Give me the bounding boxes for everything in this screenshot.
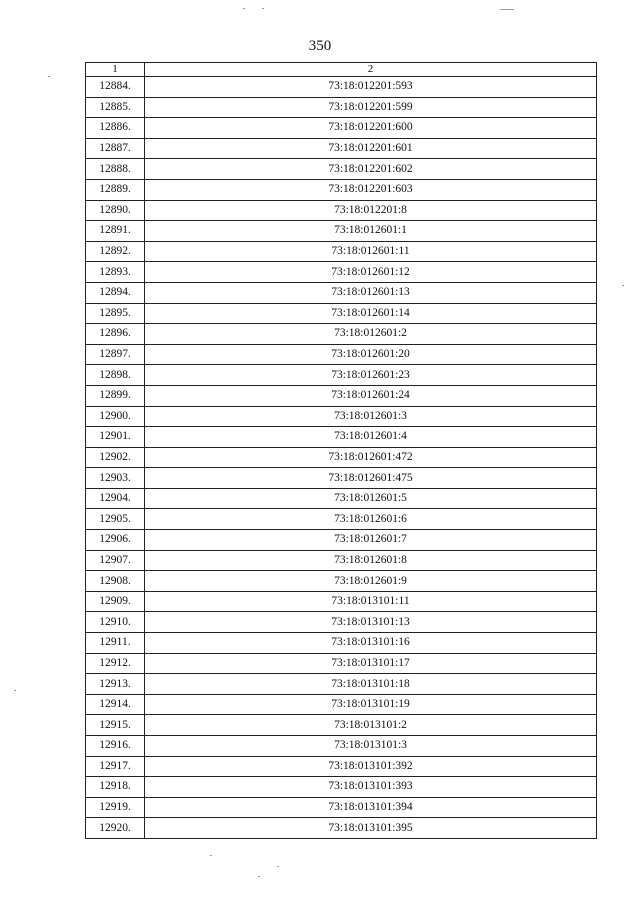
cadastral-number-cell: 73:18:012601:23 [145, 365, 597, 386]
row-index-cell: 12891. [86, 221, 145, 242]
table-row [86, 488, 597, 509]
cadastral-number-cell: 73:18:012601:3 [145, 406, 597, 427]
cadastral-number-cell: 73:18:012601:5 [145, 488, 597, 509]
row-index-cell: 12884. [86, 77, 145, 98]
row-index-cell: 12908. [86, 571, 145, 592]
scan-speck [500, 9, 514, 10]
cadastral-number-cell: 73:18:012601:472 [145, 447, 597, 468]
table-row [86, 694, 597, 715]
row-index-cell: 12911. [86, 633, 145, 654]
row-index-cell: 12895. [86, 303, 145, 324]
row-index-cell: 12897. [86, 344, 145, 365]
cadastral-number-cell: 73:18:012201:601 [145, 138, 597, 159]
scan-speck [14, 690, 16, 691]
table-row [86, 756, 597, 777]
scan-speck [277, 866, 279, 867]
table-row [86, 736, 597, 757]
cadastral-number-cell: 73:18:013101:393 [145, 777, 597, 798]
row-index-cell: 12889. [86, 179, 145, 200]
page-number: 350 [308, 38, 332, 54]
table-row [86, 406, 597, 427]
cadastral-number-cell: 73:18:012601:9 [145, 571, 597, 592]
cadastral-number-cell: 73:18:013101:11 [145, 591, 597, 612]
table-row [86, 221, 597, 242]
row-index-cell: 12910. [86, 612, 145, 633]
cadastral-number-cell: 73:18:012201:603 [145, 179, 597, 200]
cadastral-number-cell: 73:18:012201:593 [145, 77, 597, 98]
cadastral-number-cell: 73:18:012601:24 [145, 385, 597, 406]
table-row [86, 365, 597, 386]
table-row [86, 447, 597, 468]
cadastral-number-cell: 73:18:013101:17 [145, 653, 597, 674]
header-row [86, 63, 597, 77]
table-row [86, 530, 597, 551]
table-row [86, 262, 597, 283]
table-row [86, 633, 597, 654]
cadastral-number-cell: 73:18:013101:392 [145, 756, 597, 777]
table-row [86, 138, 597, 159]
cadastral-number-cell: 73:18:013101:18 [145, 674, 597, 695]
row-index-cell: 12918. [86, 777, 145, 798]
row-index-cell: 12914. [86, 694, 145, 715]
cadastral-number-cell: 73:18:012201:602 [145, 159, 597, 180]
row-index-cell: 12890. [86, 200, 145, 221]
cadastral-number-cell: 73:18:013101:2 [145, 715, 597, 736]
row-index-cell: 12901. [86, 427, 145, 448]
table-row [86, 818, 597, 839]
row-index-cell: 12916. [86, 736, 145, 757]
row-index-cell: 12887. [86, 138, 145, 159]
column-header-1: 1 [86, 63, 145, 77]
table-row [86, 385, 597, 406]
cadastral-number-cell: 73:18:012601:8 [145, 550, 597, 571]
row-index-cell: 12907. [86, 550, 145, 571]
cadastral-number-cell: 73:18:012601:20 [145, 344, 597, 365]
table-row [86, 571, 597, 592]
table-row [86, 200, 597, 221]
table-row [86, 303, 597, 324]
cadastral-number-cell: 73:18:012601:7 [145, 530, 597, 551]
cadastral-number-cell: 73:18:012601:13 [145, 282, 597, 303]
table-row [86, 179, 597, 200]
row-index-cell: 12886. [86, 118, 145, 139]
row-index-cell: 12905. [86, 509, 145, 530]
row-index-cell: 12915. [86, 715, 145, 736]
cadastral-number-cell: 73:18:013101:3 [145, 736, 597, 757]
scan-speck [262, 8, 264, 9]
table-row [86, 324, 597, 345]
cadastral-number-cell: 73:18:012601:12 [145, 262, 597, 283]
cadastral-number-cell: 73:18:013101:394 [145, 797, 597, 818]
cadastral-number-cell: 73:18:013101:16 [145, 633, 597, 654]
table-row [86, 509, 597, 530]
cadastral-number-cell: 73:18:012201:599 [145, 97, 597, 118]
row-index-cell: 12902. [86, 447, 145, 468]
cadastral-number-cell: 73:18:012601:475 [145, 468, 597, 489]
row-index-cell: 12900. [86, 406, 145, 427]
row-index-cell: 12917. [86, 756, 145, 777]
table-row [86, 550, 597, 571]
row-index-cell: 12913. [86, 674, 145, 695]
column-header-2: 2 [145, 63, 597, 77]
cadastral-number-cell: 73:18:012601:4 [145, 427, 597, 448]
row-index-cell: 12896. [86, 324, 145, 345]
table-row [86, 118, 597, 139]
scan-speck [48, 76, 50, 77]
table-row [86, 653, 597, 674]
table-row [86, 715, 597, 736]
row-index-cell: 12893. [86, 262, 145, 283]
cadastral-number-cell: 73:18:012601:14 [145, 303, 597, 324]
cadastral-number-cell: 73:18:012201:600 [145, 118, 597, 139]
row-index-cell: 12888. [86, 159, 145, 180]
scan-speck [243, 8, 245, 9]
cadastral-number-cell: 73:18:013101:395 [145, 818, 597, 839]
table-row [86, 344, 597, 365]
table-row [86, 777, 597, 798]
table-row [86, 159, 597, 180]
scan-speck [622, 285, 624, 286]
table-row [86, 427, 597, 448]
table-row [86, 241, 597, 262]
cadastral-number-cell: 73:18:012601:11 [145, 241, 597, 262]
scan-speck [210, 855, 212, 856]
row-index-cell: 12892. [86, 241, 145, 262]
table-row [86, 97, 597, 118]
row-index-cell: 12906. [86, 530, 145, 551]
cadastral-number-cell: 73:18:013101:13 [145, 612, 597, 633]
cadastral-number-cell: 73:18:013101:19 [145, 694, 597, 715]
records-table [85, 62, 597, 839]
row-index-cell: 12885. [86, 97, 145, 118]
cadastral-number-cell: 73:18:012601:1 [145, 221, 597, 242]
table-row [86, 282, 597, 303]
row-index-cell: 12898. [86, 365, 145, 386]
table-row [86, 468, 597, 489]
table-body [86, 77, 597, 839]
cadastral-number-cell: 73:18:012601:6 [145, 509, 597, 530]
row-index-cell: 12912. [86, 653, 145, 674]
table-row [86, 674, 597, 695]
row-index-cell: 12903. [86, 468, 145, 489]
row-index-cell: 12899. [86, 385, 145, 406]
table-row [86, 797, 597, 818]
cadastral-number-cell: 73:18:012201:8 [145, 200, 597, 221]
row-index-cell: 12894. [86, 282, 145, 303]
table-row [86, 77, 597, 98]
table-row [86, 591, 597, 612]
table-row [86, 612, 597, 633]
scan-speck [258, 876, 260, 877]
cadastral-number-cell: 73:18:012601:2 [145, 324, 597, 345]
row-index-cell: 12909. [86, 591, 145, 612]
row-index-cell: 12904. [86, 488, 145, 509]
row-index-cell: 12919. [86, 797, 145, 818]
row-index-cell: 12920. [86, 818, 145, 839]
